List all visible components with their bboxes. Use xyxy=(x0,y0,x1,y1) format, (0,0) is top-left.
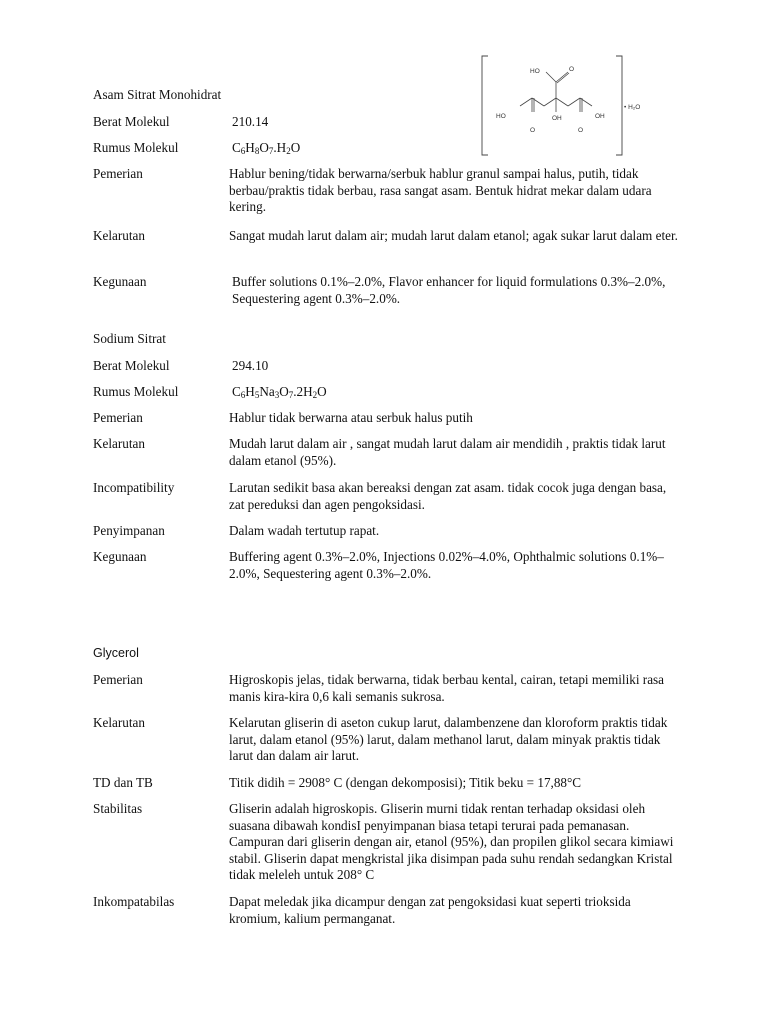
asam-rumus-label: Rumus Molekul xyxy=(93,140,179,155)
glycerol-kelarutan-label: Kelarutan xyxy=(93,715,145,730)
asam-rumus-value: $C_6H_8O_7.H_2O$ xyxy=(232,140,301,156)
citric-acid-structure-diagram xyxy=(478,52,668,160)
glycerol-td-label: TD dan TB xyxy=(93,775,153,790)
structure-label-o-top: O xyxy=(569,66,575,73)
sodium-incompat-value: Larutan sedikit basa akan bereaksi dengan zat asam. tidak cocok juga dengan basa, zat pereduksi dan agen pengoksidasi. xyxy=(229,480,667,512)
structure-label-ho-left: HO xyxy=(496,113,506,120)
sodium-rumus-value: $C_6H_5Na_3O_7.2H_2O$ xyxy=(232,384,327,400)
sodium-pemerian-value: Hablur tidak berwarna atau serbuk halus putih xyxy=(229,410,473,425)
glycerol-td-value: Titik didih = 2908° C (dengan dekomposisi); Titik beku = 17,88°C xyxy=(229,775,582,790)
asam-berat-label: Berat Molekul xyxy=(93,114,170,129)
glycerol-pemerian-label: Pemerian xyxy=(93,672,143,687)
section-title-glycerol: Glycerol xyxy=(93,646,139,660)
sodium-rumus-label: Rumus Molekul xyxy=(93,384,179,399)
sodium-kelarutan-value: Mudah larut dalam air , sangat mudah larut dalam air mendidih , praktis tidak larut dalam etanol (95%). xyxy=(229,436,666,468)
sodium-kelarutan-label: Kelarutan xyxy=(93,436,145,451)
asam-kegunaan-label: Kegunaan xyxy=(93,274,147,289)
glycerol-stabilitas-value: Gliserin adalah higroskopis. Gliserin murni tidak rentan terhadap oksidasi oleh suasana dibawah kondisI penyimpanan biasa tetapi terurai pada pemanasan. Campuran dari gliserin dengan air, etanol (95%), dan propilen glikol secara kimiawi stabil. Gliserin dapat mengkristal jika disimpan pada suhu rendah sedangkan Kristal tidak meleleh untuk 208° C xyxy=(229,801,674,882)
glycerol-inkompat-label: Inkompatabilas xyxy=(93,894,175,909)
sodium-berat-value: 294.10 xyxy=(232,358,269,373)
sodium-incompat-label: Incompatibility xyxy=(93,480,175,495)
glycerol-kelarutan-value: Kelarutan gliserin di aseton cukup larut, dalambenzene dan kloroform praktis tidak larut, dalam etanol (95%) larut, dalam methanol larut, dalam minyak praktis tidak larut dan dalam air larut. xyxy=(229,715,668,763)
structure-label-ho-top: HO xyxy=(530,68,540,75)
asam-kelarutan-label: Kelarutan xyxy=(93,228,145,243)
asam-pemerian-value: Hablur bening/tidak berwarna/serbuk hablur granul sampai halus, putih, tidak berbau/praktis tidak berbau, rasa sangat asam. Bentuk hidrat mekar dalam udara kering. xyxy=(229,166,652,214)
structure-label-hydrate: • H₂O xyxy=(624,104,641,111)
section-title-sodium-sitrat: Sodium Sitrat xyxy=(93,331,166,346)
sodium-kegunaan-label: Kegunaan xyxy=(93,549,147,564)
glycerol-pemerian-value: Higroskopis jelas, tidak berwarna, tidak berbau kental, cairan, tetapi memiliki rasa manis kira-kira 0,6 kali semanis sukrosa. xyxy=(229,672,665,704)
glycerol-inkompat-value: Dapat meledak jika dicampur dengan zat pengoksidasi kuat seperti trioksida kromium, kalium permanganat. xyxy=(229,894,631,926)
sodium-pemerian-label: Pemerian xyxy=(93,410,143,425)
asam-kegunaan-value: Buffer solutions 0.1%–2.0%, Flavor enhancer for liquid formulations 0.3%–2.0%, Sequestering agent 0.3%–2.0%. xyxy=(232,274,666,306)
structure-label-oh-center: OH xyxy=(552,115,562,122)
structure-label-o-right: O xyxy=(578,127,584,134)
section-title-asam-sitrat: Asam Sitrat Monohidrat xyxy=(93,87,222,102)
asam-pemerian-label: Pemerian xyxy=(93,166,143,181)
asam-kelarutan-value: Sangat mudah larut dalam air; mudah larut dalam etanol; agak sukar larut dalam eter. xyxy=(229,228,678,243)
sodium-penyimpanan-value: Dalam wadah tertutup rapat. xyxy=(229,523,380,538)
sodium-kegunaan-value: Buffering agent 0.3%–2.0%, Injections 0.02%–4.0%, Ophthalmic solutions 0.1%–2.0%, Sequestering agent 0.3%–2.0%. xyxy=(229,549,664,581)
sodium-penyimpanan-label: Penyimpanan xyxy=(93,523,165,538)
sodium-berat-label: Berat Molekul xyxy=(93,358,170,373)
structure-label-o-left: O xyxy=(530,127,536,134)
structure-label-oh-right: OH xyxy=(595,113,605,120)
asam-berat-value: 210.14 xyxy=(232,114,269,129)
glycerol-stabilitas-label: Stabilitas xyxy=(93,801,143,816)
